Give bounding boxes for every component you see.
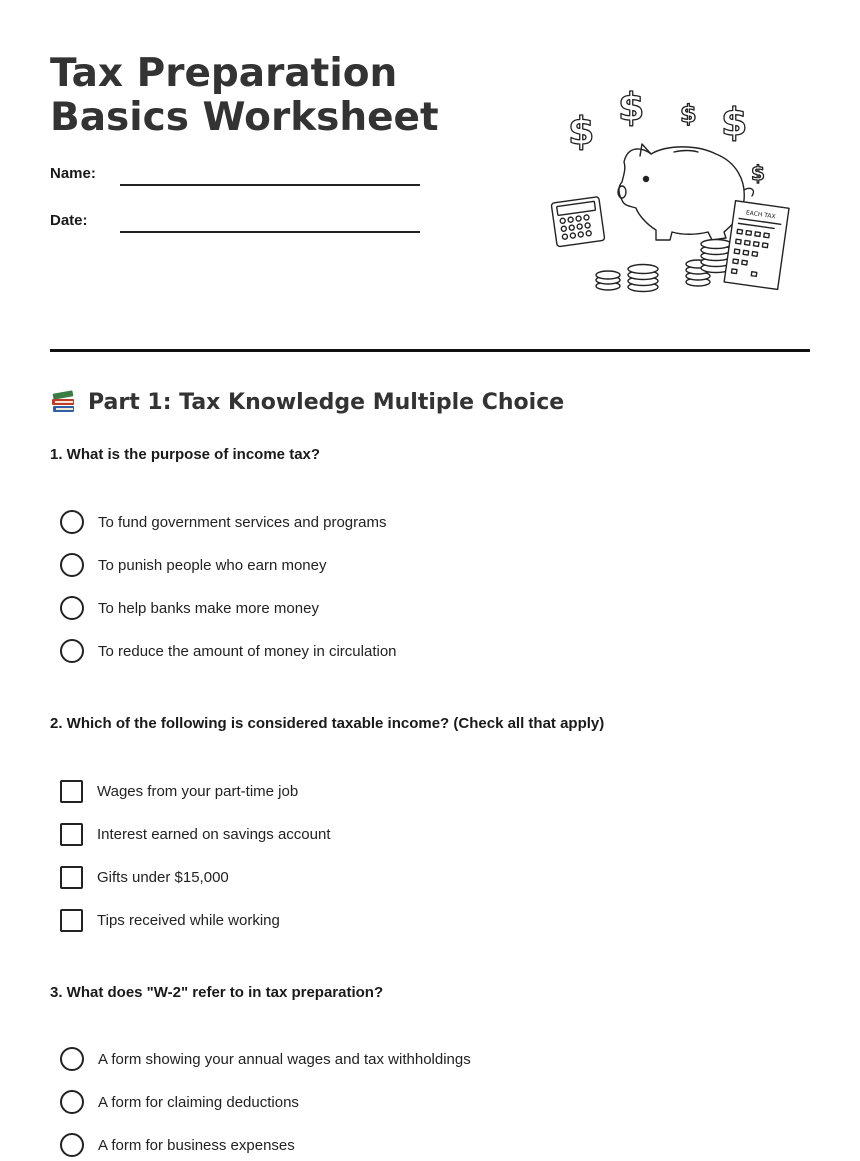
radio-button[interactable] (60, 510, 84, 534)
checkbox[interactable] (60, 909, 83, 932)
question-2: 2. Which of the following is considered taxable income? (Check all that apply) (50, 715, 605, 732)
option-label: Gifts under $15,000 (97, 868, 229, 886)
svg-text:$: $ (751, 161, 765, 185)
option-label: Wages from your part-time job (97, 782, 299, 800)
q3-option-2[interactable] (60, 1089, 299, 1115)
q1-option-3[interactable] (60, 595, 319, 621)
part1-title: Part 1: Tax Knowledge Multiple Choice (88, 389, 565, 415)
svg-text:$: $ (721, 100, 748, 144)
date-label: Date: (50, 212, 88, 229)
svg-text:$: $ (680, 100, 697, 128)
option-label: To punish people who earn money (98, 556, 327, 574)
page-title: Tax Preparation Basics Worksheet (50, 51, 439, 140)
q1-option-1[interactable] (60, 509, 386, 535)
q3-option-1[interactable] (60, 1046, 471, 1072)
checkbox[interactable] (60, 823, 83, 846)
option-label: To fund government services and programs (98, 513, 387, 531)
q2-option-2[interactable] (60, 821, 330, 847)
option-label: To help banks make more money (98, 599, 319, 617)
question-1: 1. What is the purpose of income tax? (50, 446, 321, 463)
coin-stack-icon (596, 240, 731, 292)
option-label: A form showing your annual wages and tax withholdings (98, 1050, 471, 1068)
option-label: A form for claiming deductions (98, 1093, 299, 1111)
question-3: 3. What does "W-2" refer to in tax preparation? (50, 984, 384, 1001)
calculator-icon (551, 197, 605, 247)
date-input-line[interactable] (120, 231, 420, 233)
tax-illustration (546, 82, 792, 296)
q2-option-4[interactable] (60, 907, 280, 933)
tax-form-icon (724, 201, 789, 290)
checkbox[interactable] (60, 780, 83, 803)
radio-button[interactable] (60, 1047, 84, 1071)
option-label: To reduce the amount of money in circulation (98, 642, 397, 660)
date-field-row (50, 212, 430, 236)
checkbox[interactable] (60, 866, 83, 889)
name-input-line[interactable] (120, 184, 420, 186)
q1-option-2[interactable] (60, 552, 327, 578)
radio-button[interactable] (60, 639, 84, 663)
q1-option-4[interactable] (60, 638, 397, 664)
q3-option-3[interactable] (60, 1132, 295, 1158)
section-divider (50, 349, 810, 352)
name-field-row (50, 165, 430, 189)
option-label: Interest earned on savings account (97, 825, 331, 843)
svg-text:$: $ (568, 109, 595, 153)
books-icon (50, 388, 78, 416)
option-label: A form for business expenses (98, 1136, 295, 1154)
name-label: Name: (50, 165, 96, 182)
radio-button[interactable] (60, 1090, 84, 1114)
option-label: Tips received while working (97, 911, 280, 929)
q2-option-3[interactable] (60, 864, 229, 890)
part1-heading (50, 388, 564, 416)
tax-form-label: EACH TAX (745, 209, 776, 221)
radio-button[interactable] (60, 1133, 84, 1157)
q2-option-1[interactable] (60, 778, 298, 804)
radio-button[interactable] (60, 553, 84, 577)
svg-text:$: $ (618, 85, 645, 129)
radio-button[interactable] (60, 596, 84, 620)
